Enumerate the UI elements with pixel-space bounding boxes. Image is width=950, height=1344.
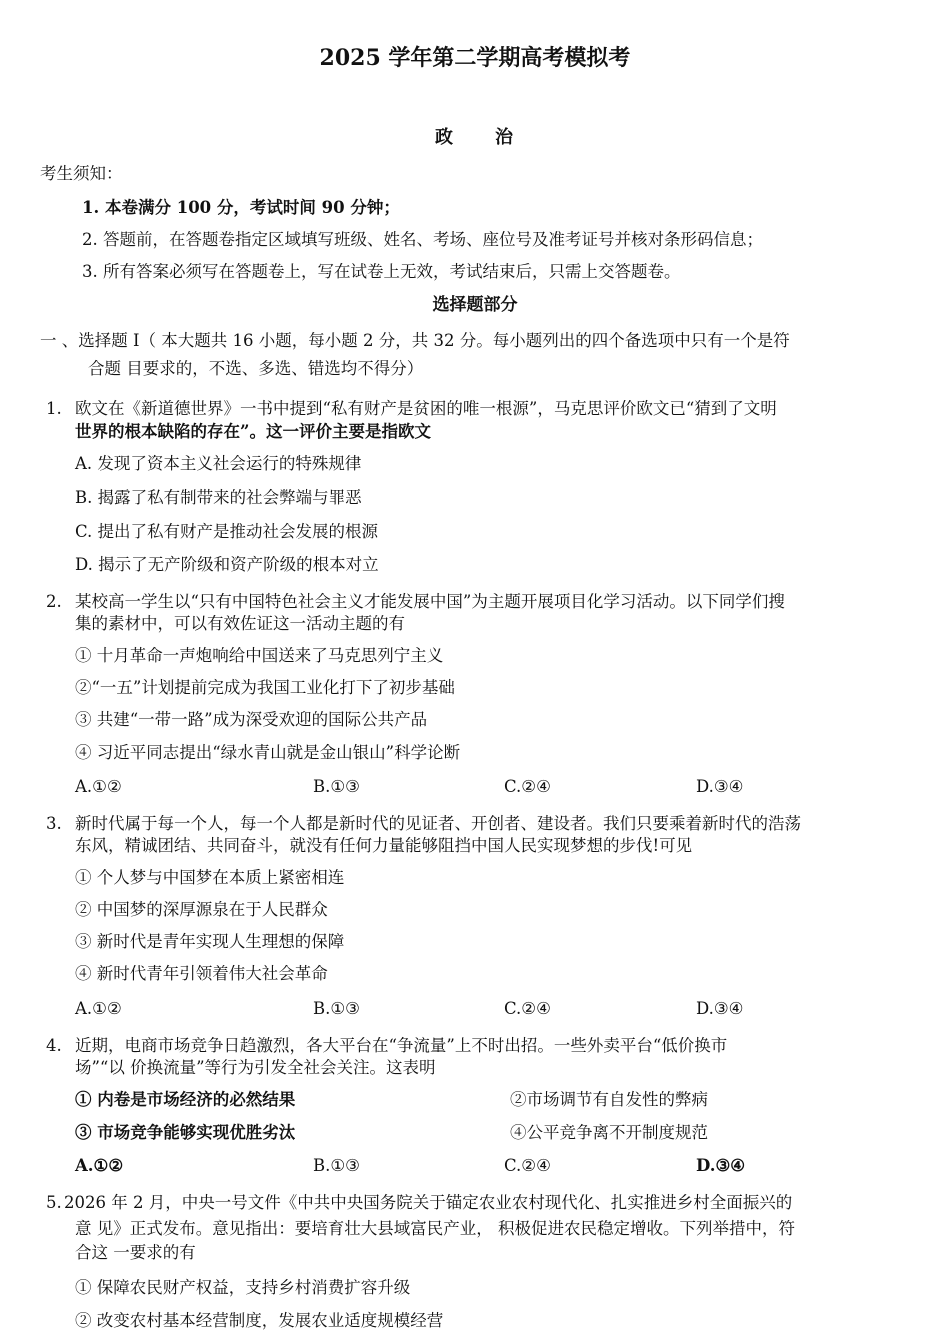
question-stem: 2026 年 2 月，中央一号文件《中共中央国务院关于锚定农业农村现代化、扎实推进乡村全面振兴的 bbox=[64, 1193, 793, 1212]
question-number: 4. bbox=[46, 1036, 62, 1055]
statement-item: ② 改变农村基本经营制度，发展农业适度规模经营 bbox=[75, 1311, 444, 1330]
question-number: 3. bbox=[46, 814, 62, 833]
choice-d: D.③④ bbox=[696, 777, 744, 796]
notice-label: 考生须知： bbox=[40, 164, 123, 183]
choice-d: D.③④ bbox=[696, 999, 744, 1018]
statement-item: ① 内卷是市场经济的必然结果 bbox=[75, 1090, 296, 1109]
notice-item: 3. 所有答案必须写在答题卷上，写在试卷上无效，考试结束后，只需上交答题卷。 bbox=[82, 262, 681, 281]
section-title: 选择题部分 bbox=[432, 295, 518, 315]
choice-a: A.①② bbox=[75, 777, 122, 796]
option-c: C. 提出了私有财产是推动社会发展的根源 bbox=[75, 522, 379, 541]
question-stem: 某校高一学生以“只有中国特色社会主义才能发展中国”为主题开展项目化学习活动。以下同学们搜 bbox=[75, 592, 785, 611]
notice-item: 1. 本卷满分 100 分，考试时间 90 分钟； bbox=[82, 198, 400, 217]
question-stem: 集的素材中，可以有效佐证这一活动主题的有 bbox=[75, 614, 405, 633]
part-instruction: 合题 目要求的，不选、多选、错选均不得分） bbox=[88, 359, 424, 378]
statement-item: ① 个人梦与中国梦在本质上紧密相连 bbox=[75, 868, 345, 887]
choice-d: D.③④ bbox=[696, 1156, 746, 1175]
option-a: A. 发现了资本主义社会运行的特殊规律 bbox=[75, 454, 362, 473]
question-stem: 合这 一要求的有 bbox=[75, 1243, 196, 1262]
question-stem: 欧文在《新道德世界》一书中提到“私有财产是贫困的唯一根源”，马克思评价欧文已“猜到了文明 bbox=[75, 399, 777, 418]
choice-a: A.①② bbox=[75, 999, 122, 1018]
question-stem: 新时代属于每一个人，每一个人都是新时代的见证者、开创者、建设者。我们只要乘着新时代的浩荡 bbox=[75, 814, 801, 833]
choice-c: C.②④ bbox=[504, 777, 551, 796]
choice-a: A.①② bbox=[75, 1156, 124, 1175]
question-number: 5. bbox=[46, 1193, 62, 1212]
question-stem: 近期，电商市场竞争日趋激烈，各大平台在“争流量”上不时出招。一些外卖平台“低价换市 bbox=[75, 1036, 728, 1055]
choice-c: C.②④ bbox=[504, 999, 551, 1018]
question-stem: 东风，精诚团结、共同奋斗，就没有任何力量能够阻挡中国人民实现梦想的步伐!可见 bbox=[75, 836, 693, 855]
statement-item: ① 保障农民财产权益，支持乡村消费扩容升级 bbox=[75, 1278, 411, 1297]
question-stem: 意 见》正式发布。意见指出：要培育壮大县域富民产业， 积极促进农民稳定增收。下列举措中，符 bbox=[75, 1219, 795, 1238]
statement-item: ④ 新时代青年引领着伟大社会革命 bbox=[75, 964, 328, 983]
question-stem: 世界的根本缺陷的存在”。这一评价主要是指欧文 bbox=[75, 422, 431, 441]
part-instruction: 一 、选择题 I（ 本大题共 16 小题，每小题 2 分，共 32 分。每小题列出的四个备选项中只有一个是符 bbox=[40, 331, 790, 350]
notice-item: 2. 答题前，在答题卷指定区域填写班级、姓名、考场、座位号及准考证号并核对条形码信息； bbox=[82, 230, 763, 249]
choice-c: C.②④ bbox=[504, 1156, 551, 1175]
choice-b: B.①③ bbox=[313, 777, 360, 796]
statement-item: ③ 共建“一带一路”成为深受欢迎的国际公共产品 bbox=[75, 710, 428, 729]
question-number: 2. bbox=[46, 592, 62, 611]
choice-b: B.①③ bbox=[313, 999, 360, 1018]
option-d: D. 揭示了无产阶级和资产阶级的根本对立 bbox=[75, 555, 379, 574]
statement-item: ③ 市场竞争能够实现优胜劣汰 bbox=[75, 1123, 296, 1142]
choice-b: B.①③ bbox=[313, 1156, 360, 1175]
statement-item: ② 中国梦的深厚源泉在于人民群众 bbox=[75, 900, 328, 919]
statement-item: ① 十月革命一声炮响给中国送来了马克思列宁主义 bbox=[75, 646, 444, 665]
subject-heading: 政 治 bbox=[435, 127, 515, 148]
question-stem: 场”“以 价换流量”等行为引发全社会关注。这表明 bbox=[75, 1058, 436, 1077]
statement-item: ④ 习近平同志提出“绿水青山就是金山银山”科学论断 bbox=[75, 743, 461, 762]
statement-item: ③ 新时代是青年实现人生理想的保障 bbox=[75, 932, 345, 951]
option-b: B. 揭露了私有制带来的社会弊端与罪恶 bbox=[75, 488, 362, 507]
statement-item: ②“一五”计划提前完成为我国工业化打下了初步基础 bbox=[75, 678, 455, 697]
statement-item: ④公平竞争离不开制度规范 bbox=[510, 1123, 708, 1142]
exam-title: 2025 学年第二学期高考模拟考 bbox=[319, 45, 631, 71]
question-number: 1. bbox=[46, 399, 62, 418]
statement-item: ②市场调节有自发性的弊病 bbox=[510, 1090, 708, 1109]
